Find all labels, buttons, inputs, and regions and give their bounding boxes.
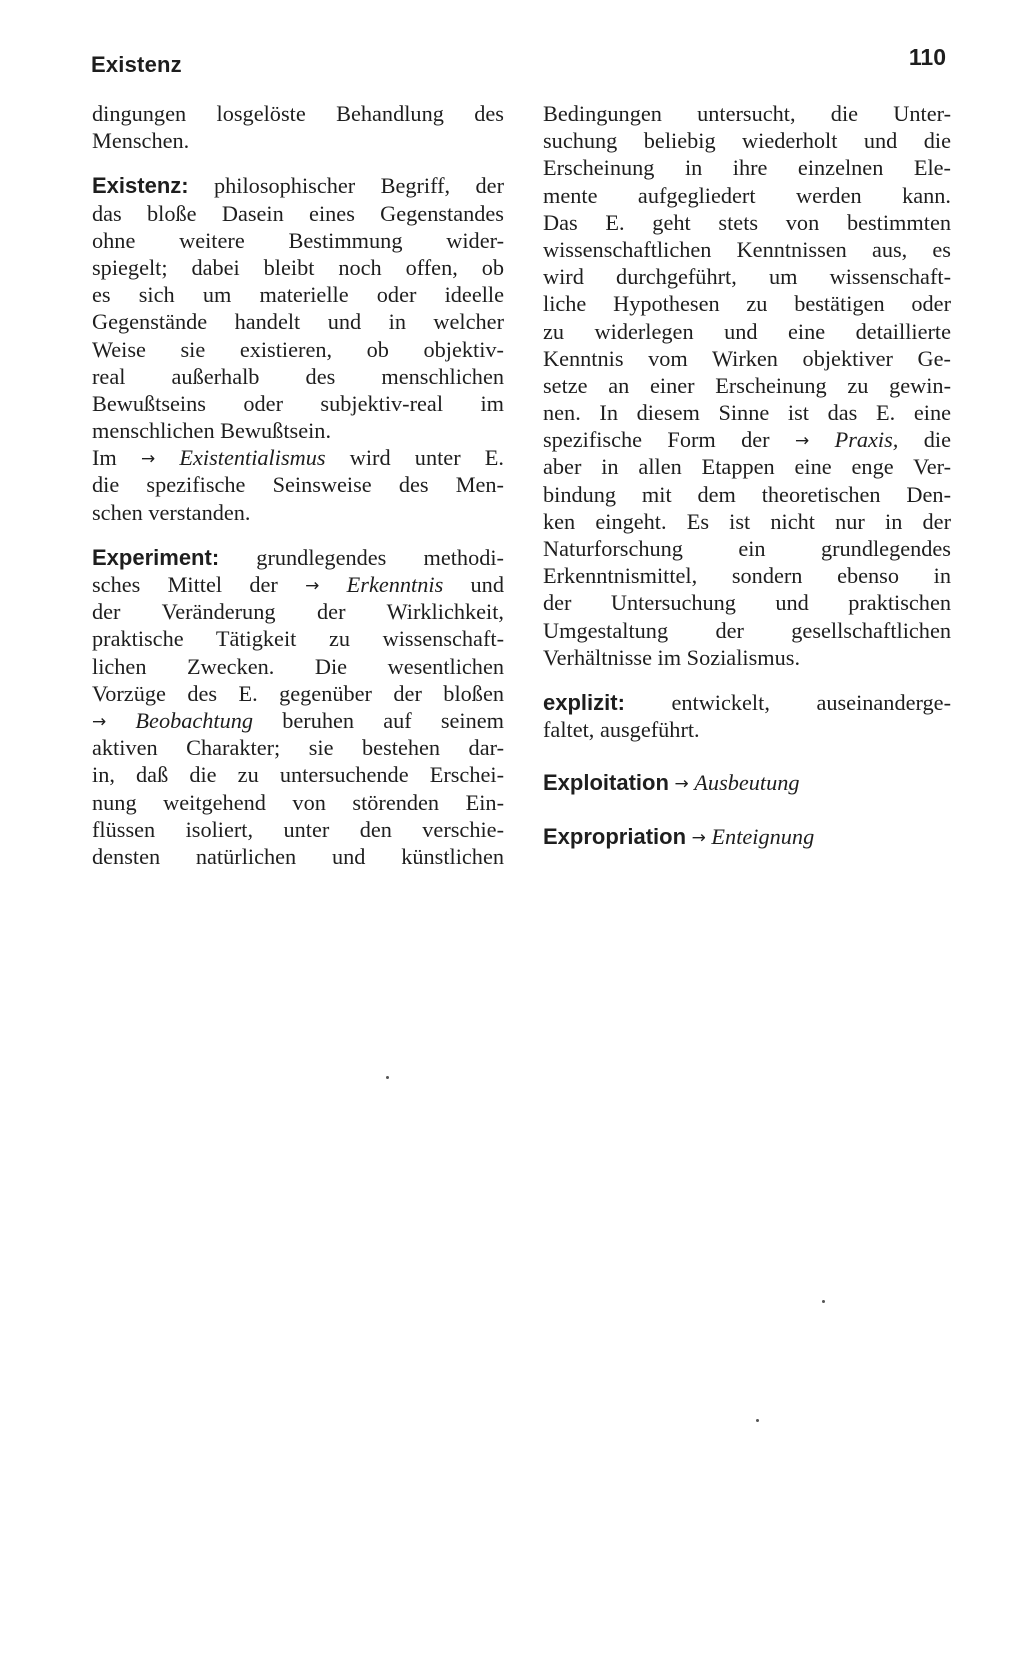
text-line: aber in allen Etappen eine enge Ver- bbox=[543, 454, 951, 480]
text-line: Menschen. bbox=[92, 128, 190, 154]
text-line: der Veränderung der Wirklichkeit, bbox=[92, 599, 504, 625]
text-line-with-reference: → Beobachtung beruhen auf seinem bbox=[92, 707, 504, 734]
text-line: der Untersuchung und praktischen bbox=[543, 590, 951, 616]
cross-reference-arrow-icon: → bbox=[140, 449, 156, 470]
text-line: setze an einer Erscheinung zu gewin- bbox=[543, 372, 951, 398]
headword-expropriation: Expropriation bbox=[543, 823, 687, 849]
cross-reference-arrow-icon: → bbox=[794, 431, 810, 452]
text-line: in, daß die zu untersuchende Erschei- bbox=[92, 762, 504, 788]
text-line: Erscheinung in ihre einzelnen Ele- bbox=[543, 155, 951, 181]
text-line: Erkenntnismittel, sondern ebenso in bbox=[543, 563, 951, 589]
text-line: Bewußtseins oder subjektiv-real im bbox=[92, 390, 504, 416]
entry-first-line bbox=[543, 823, 951, 850]
entry-explizit bbox=[543, 689, 951, 743]
entry-first-line: explizit: entwickelt, auseinanderge- bbox=[543, 689, 951, 715]
left-column bbox=[92, 100, 504, 870]
text-line: spiegelt; dabei bleibt noch offen, ob bbox=[92, 254, 504, 280]
text-line: liche Hypothesen zu bestätigen oder bbox=[543, 291, 951, 317]
entry-first-line bbox=[543, 769, 951, 796]
text-line: Kenntnis vom Wirken objektiver Ge- bbox=[543, 345, 951, 371]
text-line: wird durchgeführt, um wissenschaft- bbox=[543, 264, 951, 290]
text-line: flüssen isoliert, unter den verschie- bbox=[92, 816, 504, 842]
text-line: suchung beliebig wiederholt und die bbox=[543, 128, 951, 154]
entry-experiment-continued bbox=[543, 100, 951, 671]
text-line: Umgestaltung der gesellschaftlichen bbox=[543, 617, 951, 643]
entry-existenz bbox=[92, 172, 504, 525]
text-line: dingungen losgelöste Behandlung des bbox=[92, 101, 504, 126]
entry-experiment bbox=[92, 544, 504, 870]
text-line: faltet, ausgeführt. bbox=[543, 717, 700, 743]
text-line: Verhältnisse im Sozialismus. bbox=[543, 644, 801, 670]
text-line-with-reference: spezifische Form der → Praxis, die bbox=[543, 426, 951, 453]
headword-exploitation: Exploitation bbox=[543, 770, 669, 796]
text-line: praktische Tätigkeit zu wissenschaft- bbox=[92, 626, 504, 652]
cross-reference-arrow-icon: → bbox=[92, 711, 107, 732]
cross-reference-ausbeutung[interactable]: Ausbeutung bbox=[694, 770, 800, 796]
running-head: Existenz bbox=[91, 52, 182, 77]
entry-expropriation bbox=[543, 823, 951, 850]
text-line-with-reference: sches Mittel der → Erkenntnis und bbox=[92, 571, 504, 598]
text-line: ohne weitere Bestimmung wider- bbox=[92, 227, 504, 253]
text-line: die spezifische Seinsweise des Men- bbox=[92, 472, 504, 498]
text-line: lichen Zwecken. Die wesentlichen bbox=[92, 653, 504, 679]
text-line: das bloße Dasein eines Gegenstandes bbox=[92, 200, 504, 226]
cross-reference-praxis[interactable]: Praxis, bbox=[834, 427, 899, 453]
text-line: mente aufgegliedert werden kann. bbox=[543, 182, 951, 208]
text-line: nen. In diesem Sinne ist das E. eine bbox=[543, 400, 951, 426]
text-line: Das E. geht stets von bestimmten bbox=[543, 209, 951, 235]
headword-existenz: Existenz: bbox=[92, 173, 189, 199]
cross-reference-arrow-icon: → bbox=[305, 576, 320, 596]
cross-reference-existentialismus[interactable]: Existentialismus bbox=[179, 445, 326, 471]
cross-reference-arrow-icon: → bbox=[674, 774, 689, 795]
text-line-with-reference: Im → Existentialismus wird unter E. bbox=[92, 444, 504, 471]
cross-reference-beobachtung[interactable]: Beobachtung bbox=[135, 707, 254, 733]
text-line: es sich um materielle oder ideelle bbox=[92, 282, 504, 308]
page-number: 110 bbox=[908, 44, 946, 70]
headword-experiment: Experiment: bbox=[92, 544, 220, 570]
text-line: Vorzüge des E. gegenüber der bloßen bbox=[92, 680, 504, 706]
text-line: aktiven Charakter; sie bestehen dar- bbox=[92, 735, 504, 761]
entry-first-line: Existenz: philosophischer Begriff, der bbox=[92, 173, 504, 199]
text-line: schen verstanden. bbox=[92, 499, 251, 525]
print-speck bbox=[822, 1300, 825, 1303]
continuation-entry bbox=[92, 100, 504, 154]
text-line: nung weitgehend von störenden Ein- bbox=[92, 789, 504, 815]
cross-reference-arrow-icon: → bbox=[691, 827, 706, 848]
text-line: Bedingungen untersucht, die Unter- bbox=[543, 101, 951, 126]
cross-reference-enteignung[interactable]: Enteignung bbox=[711, 823, 815, 849]
text-line: Weise sie existieren, ob objektiv- bbox=[92, 336, 504, 362]
entry-first-line: Experiment: grundlegendes methodi- bbox=[92, 544, 504, 570]
text-line: Gegenstände handelt und in welcher bbox=[92, 309, 504, 335]
text-line: zu widerlegen und eine detaillierte bbox=[543, 318, 951, 344]
print-speck bbox=[386, 1076, 389, 1079]
text-line: densten natürlichen und künstlichen bbox=[92, 843, 504, 869]
print-speck bbox=[756, 1419, 759, 1422]
text-line: menschlichen Bewußtsein. bbox=[92, 418, 332, 444]
text-line: wissenschaftlichen Kenntnissen aus, es bbox=[543, 236, 951, 262]
headword-explizit: explizit: bbox=[543, 689, 625, 715]
right-column bbox=[543, 100, 951, 850]
text-line: ken eingeht. Es ist nicht nur in der bbox=[543, 508, 951, 534]
text-line: bindung mit dem theoretischen Den- bbox=[543, 481, 951, 507]
text-line: Naturforschung ein grundlegendes bbox=[543, 536, 951, 561]
cross-reference-erkenntnis[interactable]: Erkenntnis bbox=[346, 572, 444, 597]
text-line: real außerhalb des menschlichen bbox=[92, 363, 504, 389]
entry-exploitation bbox=[543, 769, 951, 796]
